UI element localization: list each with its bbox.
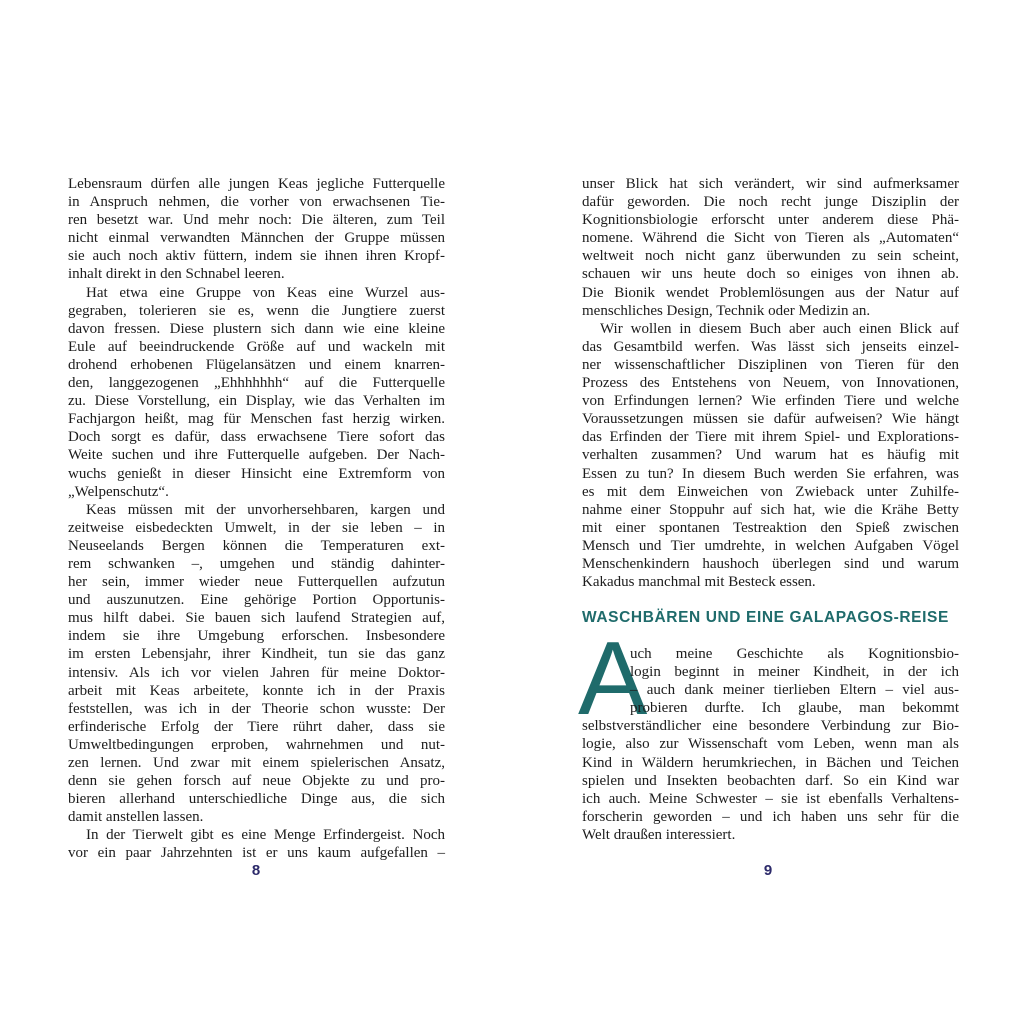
text-line: Essen zu tun? In diesem Buch werden Sie erfahren, was: [582, 465, 959, 482]
text-line: damit anstellen lassen.: [68, 809, 204, 826]
text-line: weltweit noch nicht ganz überwunden zu sein scheint,: [582, 248, 959, 265]
text-line: mus hilft dabei. Sie bauen sich laufend Strategien auf,: [68, 610, 445, 627]
right-page-body: [582, 175, 959, 591]
text-line: – auch dank meiner tierlieben Eltern – viel aus-: [630, 682, 959, 699]
text-line: sie auch noch aktiv füttern, indem sie ihnen ihren Kropf-: [68, 248, 445, 265]
text-line: „Welpenschutz“.: [68, 483, 169, 500]
drop-cap: A: [578, 621, 648, 737]
text-line: gegraben, tolerieren sie es, wenn die Jungtiere zuerst: [68, 302, 445, 319]
left-page-body: [68, 175, 445, 863]
text-line: bieren allerhand unterschiedliche Dinge aus, die sich: [68, 791, 445, 808]
text-line: unser Blick hat sich verändert, wir sind aufmerksamer: [582, 176, 959, 192]
text-line: Menschenkindern haushoch überlegen sind und warum: [582, 555, 959, 572]
text-line: verhalten zusammen? Und warum hat es häufig mit: [582, 447, 959, 464]
text-line: Die Bionik wendet Problemlösungen aus der Natur auf: [582, 284, 959, 301]
text-line: ich auch. Meine Schwester – sie ist ebenfalls Verhaltens-: [582, 790, 959, 807]
text-line: indem sie ihre Umgebung erforschen. Insbesondere: [68, 628, 445, 645]
text-line: In der Tierwelt gibt es eine Menge Erfindergeist. Noch: [86, 827, 445, 844]
text-line: logie, also zur Wissenschaft vom Leben, wenn man als: [582, 736, 959, 753]
text-line: Eule auf beeindruckende Größe auf und wackeln mit: [68, 338, 445, 355]
text-line: nahme einer Stoppuhr auf sich hat, wie die Krähe Betty: [582, 501, 959, 518]
text-line: Neuseelands Bergen können die Temperaturen ext-: [68, 537, 445, 554]
text-line: intensiv. Als ich vor vielen Jahren für meine Doktor-: [68, 664, 445, 681]
text-line: her sein, immer wieder neue Futterquellen aufzutun: [68, 574, 445, 591]
text-line: zen lernen. Und zwar mit einem spielerischen Ansatz,: [68, 755, 445, 771]
text-line: nicht einmal verwandten Männchen der Gruppe müssen: [68, 230, 445, 247]
text-line: in Anspruch nehmen, die vorher von erwachsenen Tie-: [68, 194, 445, 211]
text-line: dafür geworden. Die noch recht junge Disziplin der: [582, 194, 959, 211]
text-line: Hat etwa eine Gruppe von Keas eine Wurzel aus-: [86, 284, 445, 301]
text-line: rem schwanken –, umgehen und ständig dahinter-: [68, 555, 445, 572]
text-line: probieren durfte. Ich glaube, man bekommt: [630, 700, 959, 717]
text-line: Kognitionsbiologie erforscht unter anderem diese Phä-: [582, 212, 959, 229]
text-line: denn sie gehen forsch auf neue Objekte zu und pro-: [68, 773, 445, 790]
text-line: Welt draußen interessiert.: [582, 826, 736, 843]
text-line: Keas müssen mit der unvorhersehbaren, kargen und: [86, 501, 445, 518]
text-line: es mit dem Einweichen von Zwieback unter Zuhilfe-: [582, 483, 959, 500]
text-line: uch meine Geschichte als Kognitionsbio-: [630, 646, 959, 662]
text-line: das Gesamtbild werfen. Was lässt sich jenseits einzel-: [582, 338, 959, 355]
text-line: Wir wollen in diesem Buch aber auch einen Blick auf: [600, 320, 959, 337]
text-line: drohend erhobenen Flügelansätzen und einem knarren-: [68, 356, 445, 373]
text-line: nomene. Während die Sicht von Tieren als „Automaten“: [582, 230, 959, 247]
text-line: Voraussetzungen müssen sie dafür aufweisen? Wie hängt: [582, 411, 959, 428]
text-line: Umweltbedingungen erproben, wahrnehmen und nut-: [68, 736, 445, 753]
page-number-right: 9: [763, 862, 773, 879]
text-line: ren besetzt war. Und mehr noch: Die älteren, zum Teil: [68, 212, 445, 229]
text-line: forscherin geworden – und ich haben uns sehr für die: [582, 808, 959, 825]
text-line: wuchs genießt in dieser Hinsicht eine Extremform von: [68, 465, 445, 482]
text-line: ner wissenschaftlicher Disziplinen von Tieren für den: [582, 356, 959, 373]
text-line: den, langgezogenen „Ehhhhhhh“ auf die Futterquelle: [68, 375, 445, 392]
text-line: arbeit mit Keas arbeitete, konnte ich in der Praxis: [68, 682, 445, 699]
text-line: erfinderische Erfolg der Tiere rührt daher, dass sie: [68, 718, 445, 735]
text-line: Fachjargon heißt, mag für Menschen fast herzig wirken.: [68, 411, 445, 428]
section-body: [582, 645, 959, 844]
section-heading: WASCHBÄREN UND EINE GALAPAGOS-REISE: [582, 609, 949, 626]
text-line: selbstverständlicher eine besondere Verbindung zur Bio-: [582, 718, 959, 735]
text-line: login beginnt in meiner Kindheit, in der ich: [630, 664, 959, 681]
text-line: Kakadus manchmal mit Besteck essen.: [582, 574, 816, 591]
text-line: Mensch und Tier umdrehte, in welchen Aufgaben Vögel: [582, 537, 959, 554]
text-line: zu. Diese Vorstellung, ein Display, wie das Verhalten im: [68, 393, 445, 410]
text-line: Kind in Wäldern herumkriechen, in Bächen und Teichen: [582, 754, 959, 771]
text-line: Doch sorgt es dafür, dass erwachsene Tiere sofort das: [68, 429, 445, 446]
text-line: und auszunutzen. Eine gehörige Portion Opportunis-: [68, 592, 445, 609]
right-page: [512, 0, 1024, 1024]
text-line: feststellen, was ich in der Theorie schon wusste: Der: [68, 700, 445, 717]
text-line: inhalt direkt in den Schnabel leeren.: [68, 266, 285, 283]
page-number-left: 8: [251, 862, 261, 879]
text-line: von Erfindungen lernen? Wie erfinden Tiere und welche: [582, 393, 959, 410]
text-line: Prozess des Entstehens von Neuem, von Innovationen,: [582, 375, 959, 392]
text-line: zeitweise eisbedeckten Umwelt, in der sie leben – in: [68, 519, 445, 536]
text-line: im ersten Lebensjahr, ihrer Kindheit, tun sie das ganz: [68, 646, 445, 663]
text-line: menschliches Design, Technik oder Medizin an.: [582, 302, 871, 319]
text-line: vor ein paar Jahrzehnten ist er uns kaum aufgefallen –: [68, 845, 445, 862]
text-line: spielen und Insekten beobachten darf. So ein Kind war: [582, 772, 959, 789]
text-line: Lebensraum dürfen alle jungen Keas jegliche Futterquelle: [68, 176, 445, 192]
text-line: das Erfinden der Tiere mit ihrem Spiel- und Explorations-: [582, 429, 959, 446]
text-line: mit einer spontanen Testreaktion den Spieß zwischen: [582, 519, 959, 536]
text-line: Weite suchen und ihre Futterquelle aufgeben. Der Nach-: [68, 447, 445, 464]
text-line: davon fressen. Diese plustern sich dann wie eine kleine: [68, 320, 445, 337]
text-line: schauen wir uns heute doch so einiges von ihnen ab.: [582, 266, 959, 283]
